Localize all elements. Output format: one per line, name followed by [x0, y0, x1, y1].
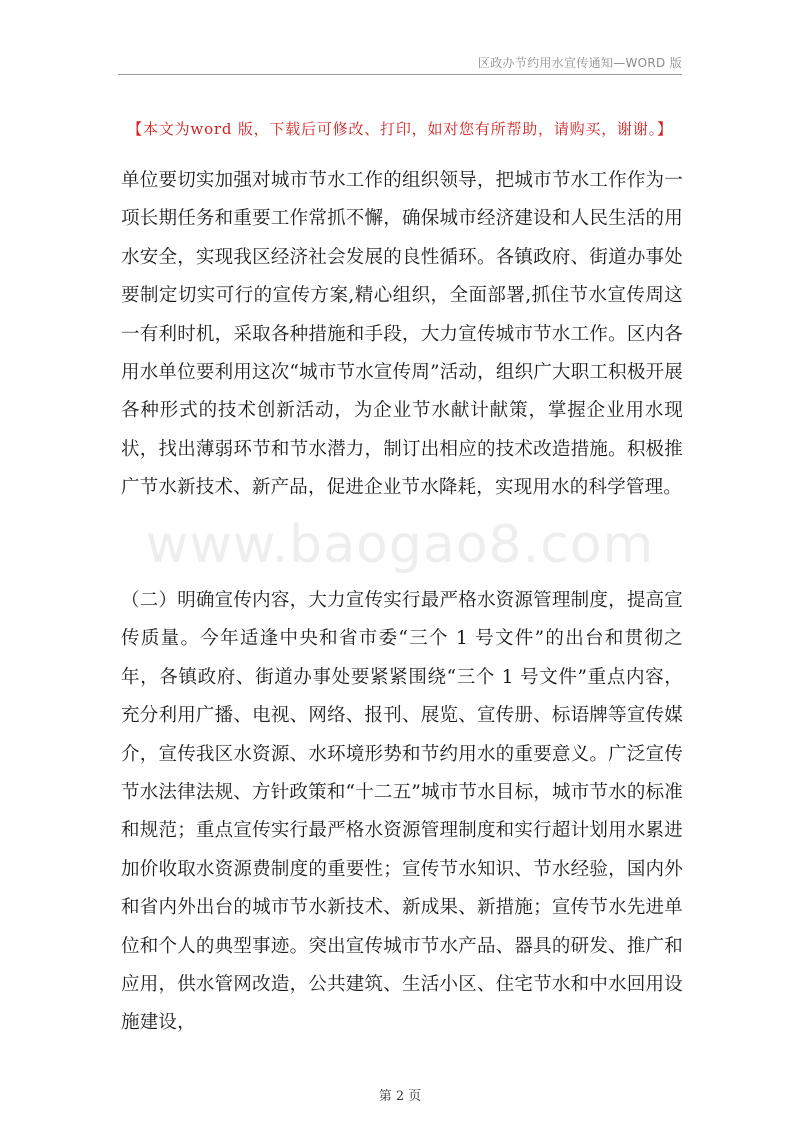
page-number: 第 2 页: [378, 1089, 422, 1104]
watermark: www.baogao8.com: [145, 515, 655, 575]
body-section-2: [121, 582, 683, 1043]
paragraph: （二）明确宣传内容，大力宣传实行最严格水资源管理制度，提高宣传质量。今年适逢中央和省市委“三个 1 号文件”的出台和贯彻之年，各镇政府、街道办事处要紧紧围绕“三个 1 号文件”重点内容，充分利用广播、电视、网络、报刊、展览、宣传册、标语牌等宣传媒介，宣传我区水资源、水环境形势和节约用水的重要意义。广泛宣传节水法律法规、方针政策和“十二五”城市节水目标，城市节水的标准和规范；重点宣传实行最严格水资源管理制度和实行超计划用水累进加价收取水资源费制度的重要性；宣传节水知识、节水经验，国内外和省内外出台的城市节水新技术、新成果、新措施；宣传节水先进单位和个人的典型事迹。突出宣传城市节水产品、器具的研发、推广和应用，供水管网改造，公共建筑、生活小区、住宅节水和中水回用设施建设，: [121, 590, 683, 1034]
body-section-1: [121, 162, 683, 508]
page-header: [118, 48, 682, 75]
header-title: 区政办节约用水宣传通知—WORD 版: [477, 56, 682, 70]
paragraph: 单位要切实加强对城市节水工作的组织领导，把城市节水工作作为一项长期任务和重要工作常抓不懈，确保城市经济建设和人民生活的用水安全，实现我区经济社会发展的良性循环。各镇政府、街道办事处要制定切实可行的宣传方案,精心组织，全面部署,抓住节水宣传周这一有利时机，采取各种措施和手段，大力宣传城市节水工作。区内各用水单位要利用这次“城市节水宣传周”活动，组织广大职工积极开展各种形式的技术创新活动，为企业节水献计献策，掌握企业用水现状，找出薄弱环节和节水潜力，制订出相应的技术改造措施。积极推广节水新技术、新产品，促进企业节水降耗，实现用水的科学管理。: [121, 170, 683, 499]
purchase-notice: 【本文为word 版，下载后可修改、打印，如对您有所帮助，请购买，谢谢。】: [127, 120, 673, 138]
